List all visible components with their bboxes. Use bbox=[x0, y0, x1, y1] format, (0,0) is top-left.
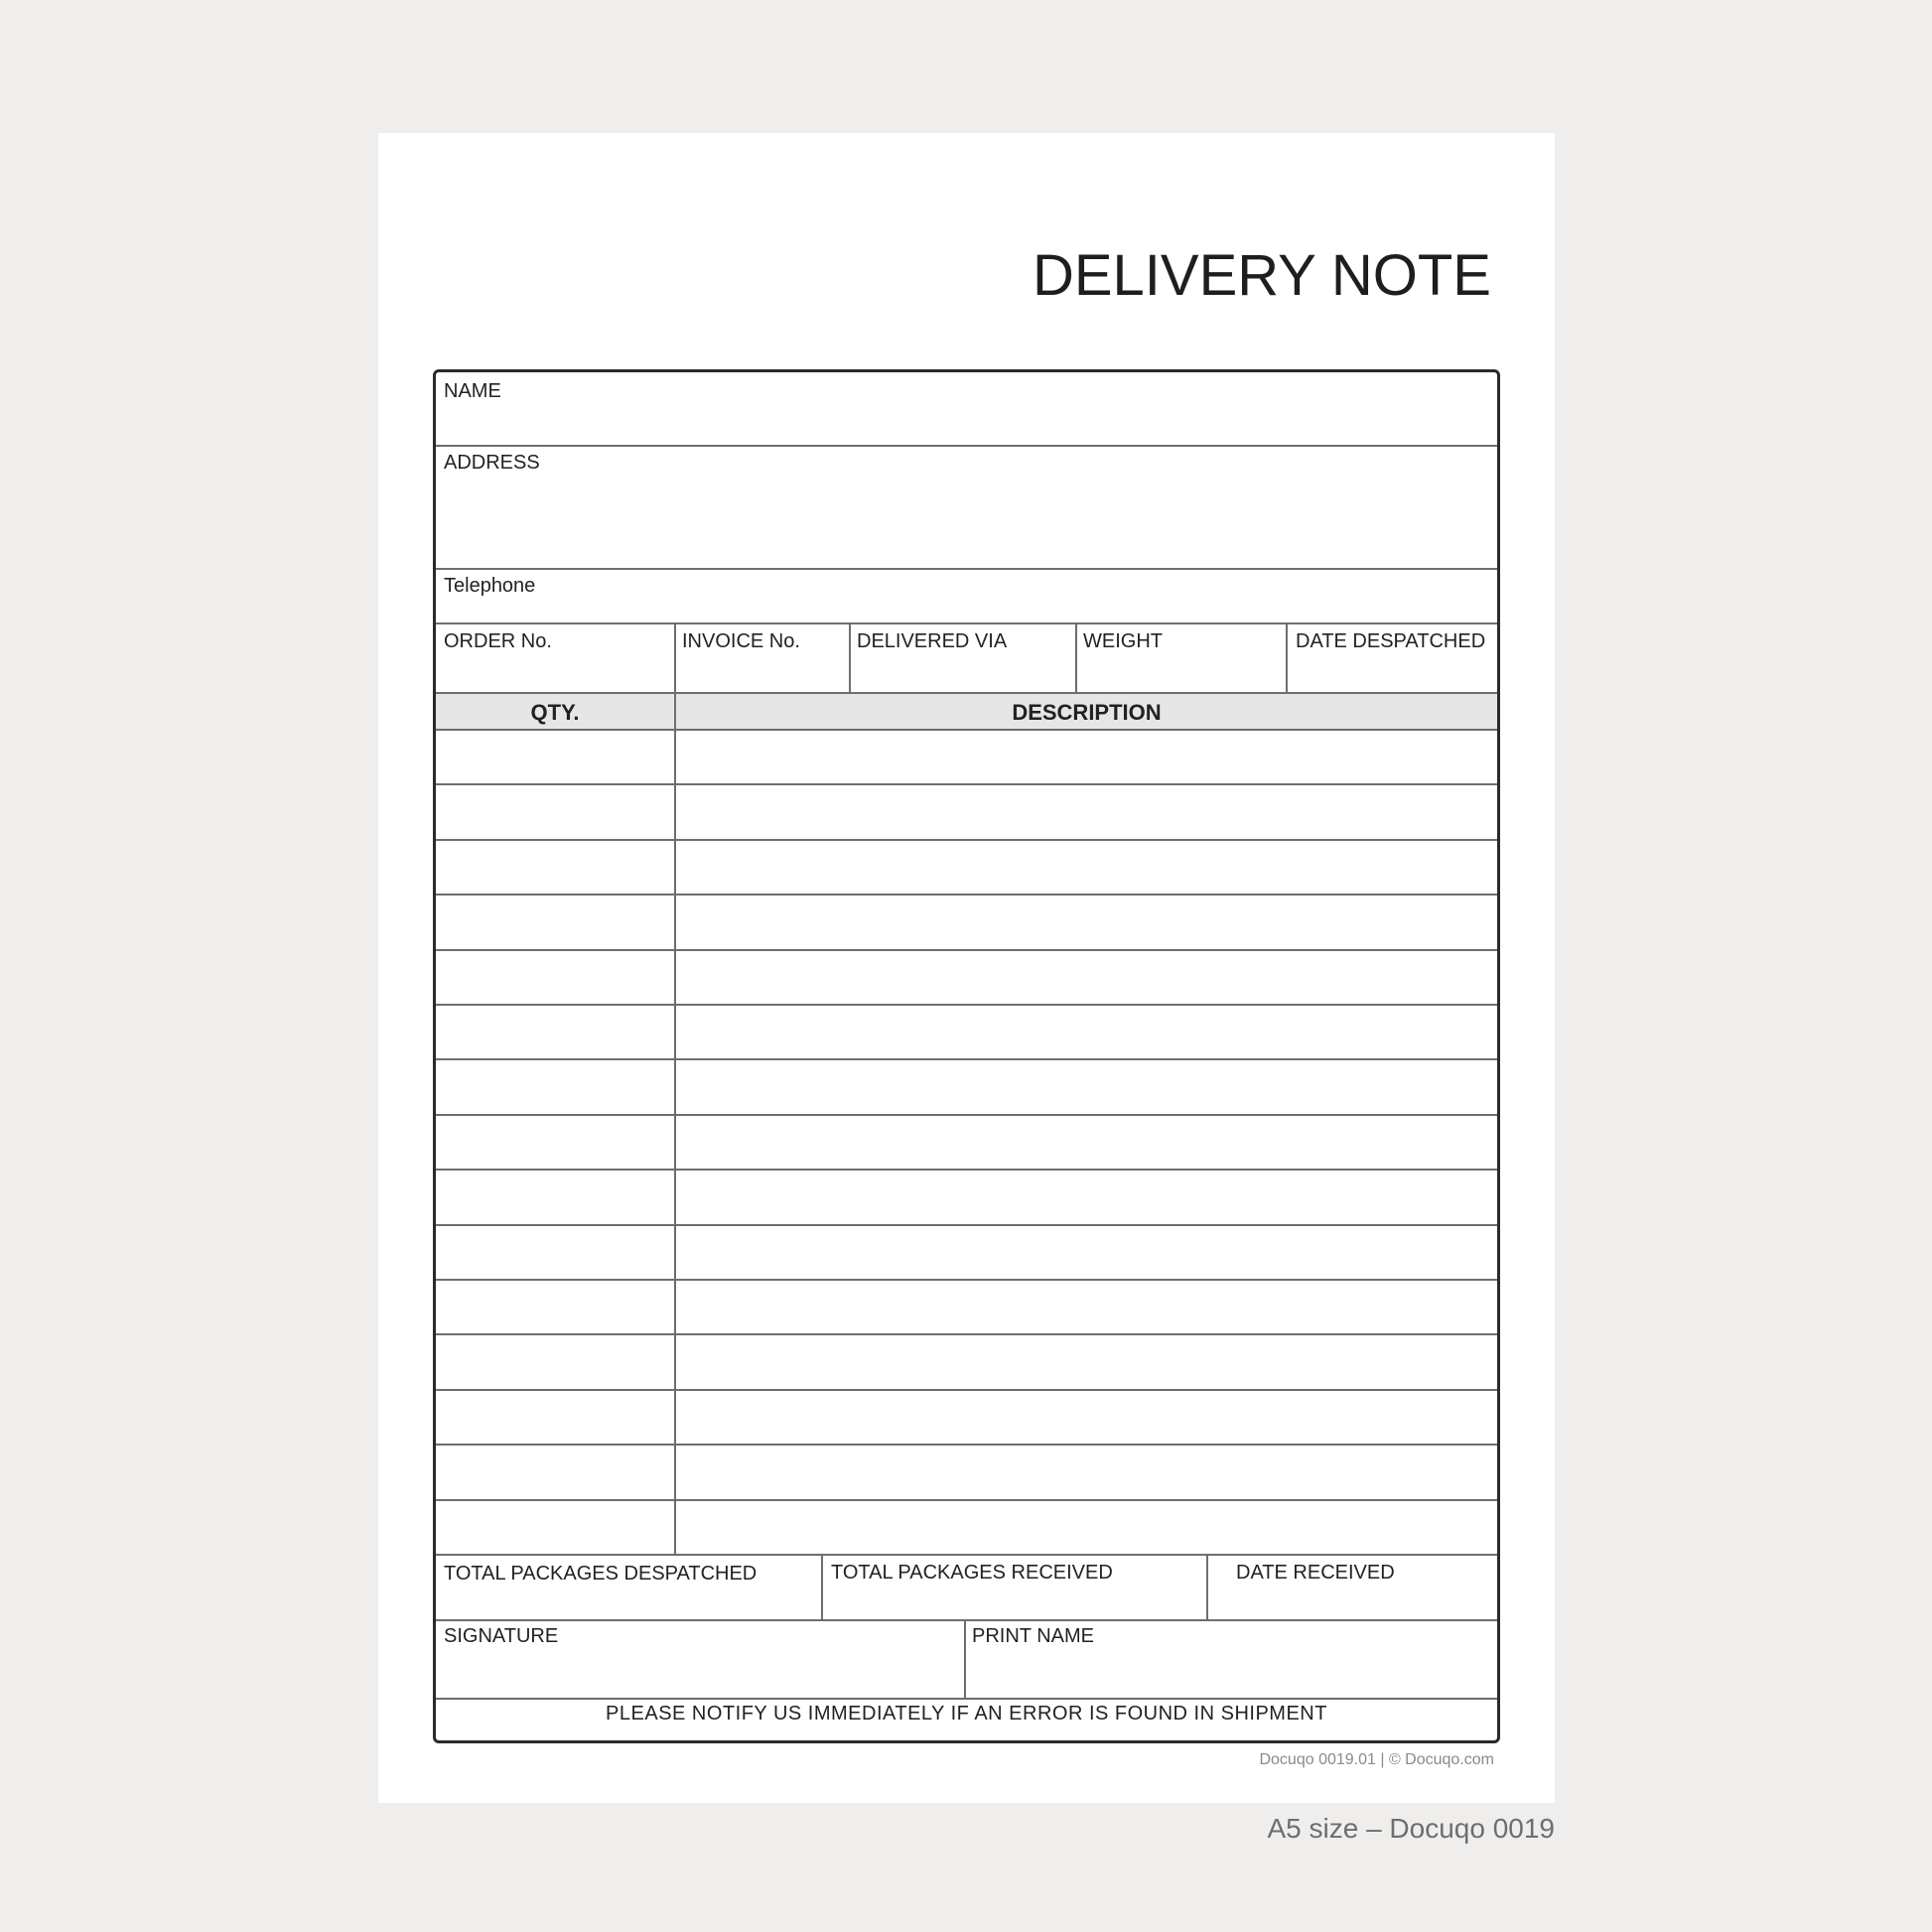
table-row-line bbox=[436, 1444, 1497, 1446]
table-row-line bbox=[436, 1499, 1497, 1501]
table-row-line bbox=[436, 1333, 1497, 1335]
order-no-label: ORDER No. bbox=[444, 630, 552, 652]
table-row-line bbox=[436, 1169, 1497, 1171]
divider bbox=[436, 729, 1497, 731]
column-divider bbox=[1206, 1554, 1208, 1619]
error-notice: PLEASE NOTIFY US IMMEDIATELY IF AN ERROR IS FOUND IN SHIPMENT bbox=[606, 1703, 1327, 1725]
column-divider bbox=[674, 622, 676, 693]
divider bbox=[436, 1554, 1497, 1556]
table-row-line bbox=[436, 1058, 1497, 1060]
delivered-via-label: DELIVERED VIA bbox=[857, 630, 1008, 652]
divider bbox=[436, 1698, 1497, 1700]
total-packages-received-label: TOTAL PACKAGES RECEIVED bbox=[831, 1562, 1113, 1584]
qty-header: QTY. bbox=[530, 700, 580, 725]
table-row-line bbox=[436, 1279, 1497, 1281]
column-divider bbox=[1075, 622, 1077, 693]
table-row-line bbox=[436, 949, 1497, 951]
column-divider bbox=[821, 1554, 823, 1619]
copyright-text: Docuqo 0019.01 | © Docuqo.com bbox=[1259, 1751, 1494, 1768]
column-divider bbox=[1286, 622, 1288, 693]
table-row-line bbox=[436, 1389, 1497, 1391]
column-divider bbox=[964, 1619, 966, 1698]
table-row-line bbox=[436, 783, 1497, 785]
delivery-form bbox=[433, 369, 1500, 1743]
signature-label: SIGNATURE bbox=[444, 1625, 559, 1647]
invoice-no-label: INVOICE No. bbox=[682, 630, 800, 652]
delivery-note-sheet bbox=[378, 133, 1555, 1803]
divider bbox=[436, 568, 1497, 570]
size-caption: A5 size – Docuqo 0019 bbox=[1267, 1813, 1555, 1844]
table-row-line bbox=[436, 1114, 1497, 1116]
table-row-line bbox=[436, 1224, 1497, 1226]
divider bbox=[436, 445, 1497, 447]
table-row-line bbox=[436, 1004, 1497, 1006]
weight-label: WEIGHT bbox=[1083, 630, 1163, 652]
qty-column-divider bbox=[674, 692, 676, 1554]
table-row-line bbox=[436, 839, 1497, 841]
divider bbox=[436, 692, 1497, 694]
divider bbox=[436, 1619, 1497, 1621]
telephone-label: Telephone bbox=[444, 575, 536, 597]
print-name-label: PRINT NAME bbox=[972, 1625, 1094, 1647]
address-label: ADDRESS bbox=[444, 452, 540, 474]
divider bbox=[436, 622, 1497, 624]
name-label: NAME bbox=[444, 380, 501, 402]
date-received-label: DATE RECEIVED bbox=[1236, 1562, 1395, 1584]
table-row-line bbox=[436, 894, 1497, 896]
document-title: DELIVERY NOTE bbox=[1032, 243, 1491, 308]
date-despatched-label: DATE DESPATCHED bbox=[1296, 630, 1486, 652]
total-packages-despatched-label: TOTAL PACKAGES DESPATCHED bbox=[444, 1563, 758, 1585]
column-divider bbox=[849, 622, 851, 693]
description-header: DESCRIPTION bbox=[1012, 700, 1162, 725]
